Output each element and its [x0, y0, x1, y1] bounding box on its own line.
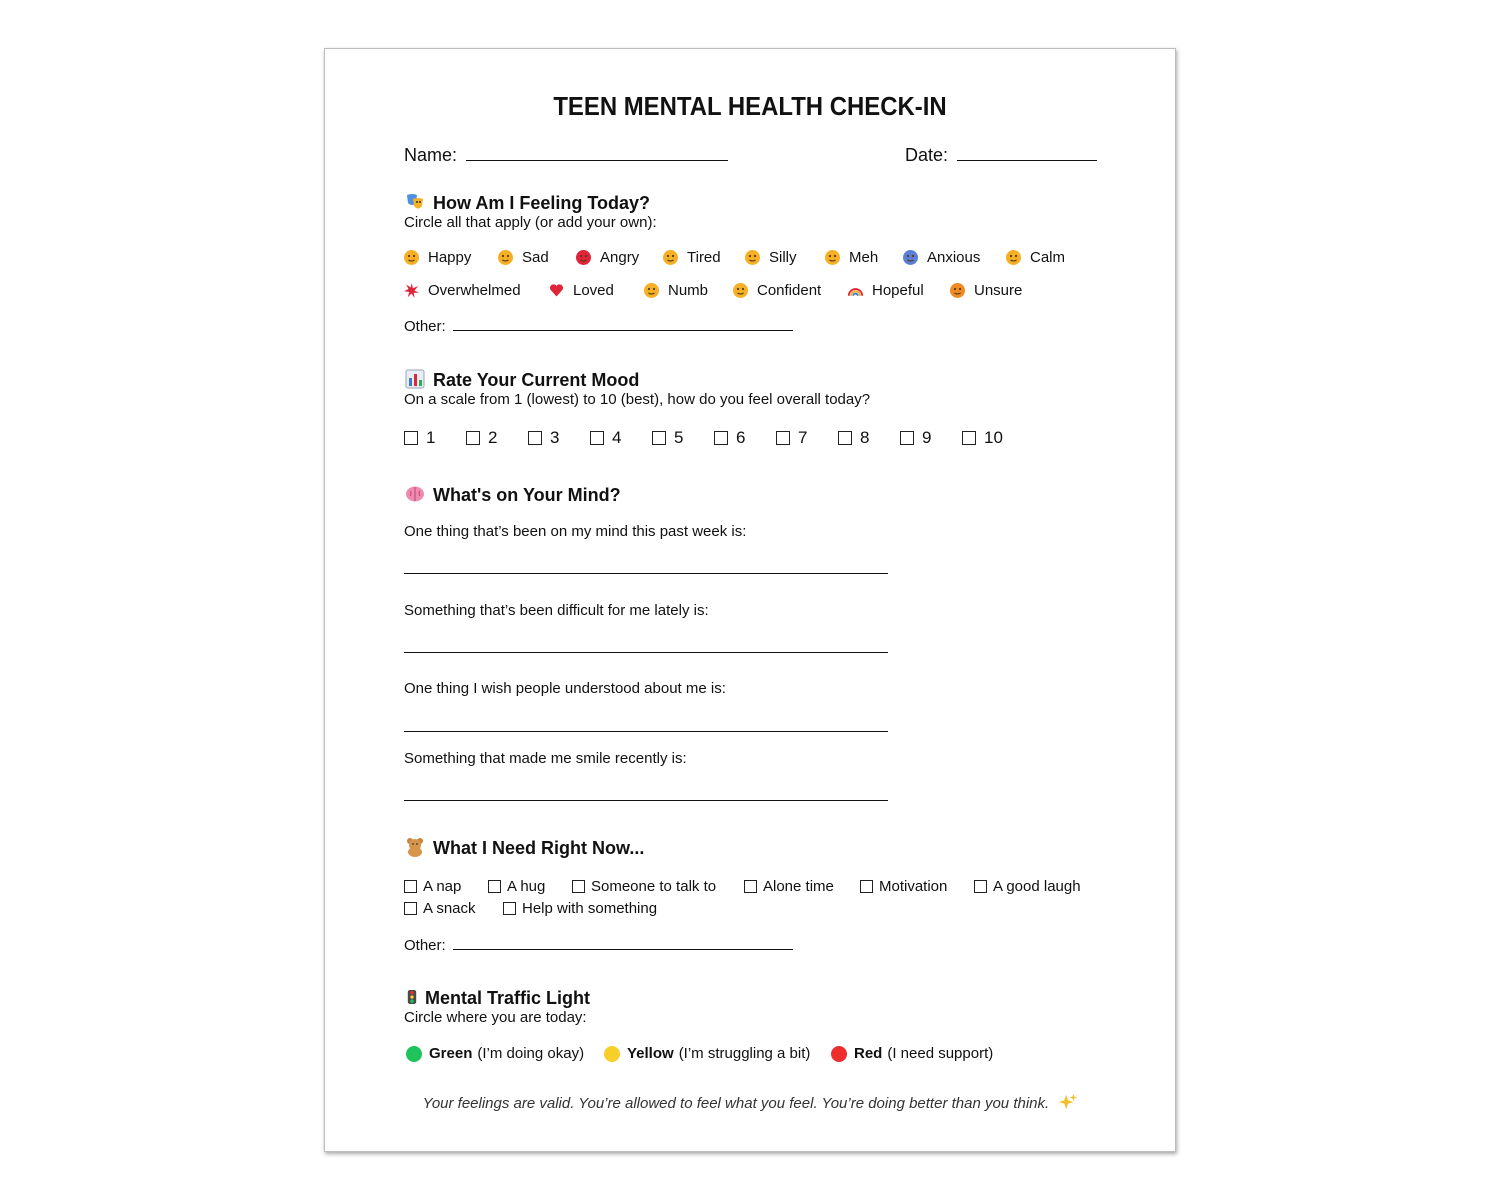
traffic-option-name: Green — [429, 1045, 473, 1062]
masks-icon — [405, 192, 425, 212]
feeling-option-label: Calm — [1030, 249, 1066, 266]
yellow-dot-icon — [604, 1046, 620, 1062]
need-option-label: A good laugh — [993, 878, 1081, 895]
anxious-face-icon — [903, 250, 918, 265]
feeling-option-label: Loved — [573, 282, 614, 299]
worksheet-page — [324, 48, 1176, 1152]
traffic-option-green[interactable] — [406, 1045, 584, 1062]
checkbox[interactable] — [466, 431, 480, 445]
need-option[interactable] — [572, 878, 716, 895]
checkbox[interactable] — [652, 431, 666, 445]
date-field — [905, 142, 1097, 166]
checkbox[interactable] — [528, 431, 542, 445]
need-option[interactable] — [744, 878, 834, 895]
feeling-option-label: Overwhelmed — [428, 282, 521, 299]
feeling-other-blank[interactable] — [453, 316, 793, 331]
need-option[interactable] — [404, 878, 461, 895]
angry-face-icon — [576, 250, 591, 265]
feeling-option-label: Silly — [769, 249, 797, 266]
mood-rating-option[interactable] — [714, 428, 745, 448]
feeling-section-title — [405, 192, 650, 214]
mood-rating-value: 6 — [736, 428, 746, 447]
checkbox[interactable] — [572, 880, 585, 893]
collision-icon — [404, 283, 419, 298]
brain-icon — [405, 484, 425, 504]
tired-face-icon — [663, 250, 678, 265]
feeling-option-label: Hopeful — [872, 282, 924, 299]
mood-rating-value: 3 — [550, 428, 560, 447]
need-option[interactable] — [488, 878, 545, 895]
checkbox[interactable] — [744, 880, 757, 893]
mood-rating-option[interactable] — [590, 428, 621, 448]
silly-face-icon — [745, 250, 760, 265]
traffic-option-yellow[interactable] — [604, 1045, 810, 1062]
traffic-option-name: Yellow — [627, 1045, 674, 1062]
need-option-label: A hug — [507, 878, 546, 895]
needs-other-blank[interactable] — [453, 935, 793, 950]
mood-section-title — [405, 369, 639, 391]
need-option-label: A snack — [423, 900, 476, 917]
feeling-subtitle: Circle all that apply (or add your own): — [404, 214, 657, 231]
feeling-option[interactable] — [950, 282, 1022, 299]
checkbox[interactable] — [714, 431, 728, 445]
name-field — [404, 142, 728, 166]
checkbox[interactable] — [838, 431, 852, 445]
need-option[interactable] — [404, 900, 476, 917]
feeling-option-label: Meh — [849, 249, 879, 266]
sunglasses-face-icon — [733, 283, 748, 298]
date-blank[interactable] — [957, 142, 1097, 161]
traffic-option-name: Red — [854, 1045, 883, 1062]
checkbox[interactable] — [776, 431, 790, 445]
feeling-option[interactable] — [576, 249, 639, 266]
feeling-option-label: Unsure — [974, 282, 1023, 299]
mood-rating-value: 10 — [984, 428, 1003, 447]
need-option-label: A nap — [423, 878, 462, 895]
mood-rating-option[interactable] — [652, 428, 683, 448]
checkbox[interactable] — [503, 902, 516, 915]
mind-answer-line[interactable] — [404, 573, 888, 574]
feeling-option-label: Numb — [668, 282, 709, 299]
checkbox[interactable] — [590, 431, 604, 445]
need-option[interactable] — [503, 900, 657, 917]
mood-rating-value: 1 — [426, 428, 436, 447]
need-option[interactable] — [974, 878, 1081, 895]
checkbox[interactable] — [900, 431, 914, 445]
feeling-option-label: Happy — [428, 249, 472, 266]
need-option-label: Help with something — [522, 900, 658, 917]
traffic-subtitle: Circle where you are today: — [404, 1009, 587, 1026]
mood-rating-value: 5 — [674, 428, 684, 447]
mood-rating-value: 7 — [798, 428, 808, 447]
mind-prompt: Something that’s been difficult for me lately is: — [404, 602, 709, 619]
feeling-option[interactable] — [404, 282, 521, 299]
sad-face-icon — [498, 250, 513, 265]
needs-title-text: What I Need Right Now... — [433, 838, 645, 858]
mood-rating-option[interactable] — [900, 428, 931, 448]
feeling-option[interactable] — [1006, 249, 1065, 266]
mood-rating-option[interactable] — [466, 428, 497, 448]
checkbox[interactable] — [404, 431, 418, 445]
feeling-option[interactable] — [644, 282, 708, 299]
need-option-label: Motivation — [879, 878, 948, 895]
need-option-label: Alone time — [763, 878, 834, 895]
checkbox[interactable] — [962, 431, 976, 445]
feeling-title-text: How Am I Feeling Today? — [433, 193, 651, 213]
rainbow-icon — [848, 283, 863, 298]
feeling-option-label: Sad — [522, 249, 549, 266]
checkbox[interactable] — [974, 880, 987, 893]
needs-other — [404, 935, 793, 954]
needs-other-label: Other: — [404, 937, 446, 954]
mood-rating-option[interactable] — [962, 428, 1003, 448]
bar-chart-icon — [405, 369, 425, 389]
mood-rating-value: 2 — [488, 428, 498, 447]
mood-rating-value: 8 — [860, 428, 870, 447]
feeling-option-label: Anxious — [927, 249, 981, 266]
mood-rating-option[interactable] — [838, 428, 869, 448]
feeling-other-label: Other: — [404, 318, 446, 335]
teddy-bear-icon — [405, 837, 425, 857]
feeling-option-label: Confident — [757, 282, 822, 299]
calm-face-icon — [1006, 250, 1021, 265]
feeling-option[interactable] — [825, 249, 878, 266]
numb-face-icon — [644, 283, 659, 298]
feeling-other — [404, 316, 793, 335]
mood-rating-value: 9 — [922, 428, 932, 447]
sparkles-icon — [1059, 1093, 1077, 1111]
feeling-option[interactable] — [663, 249, 721, 266]
mind-answer-line[interactable] — [404, 652, 888, 653]
mood-subtitle: On a scale from 1 (lowest) to 10 (best), how do you feel overall today? — [404, 391, 871, 408]
traffic-option-desc: (I’m struggling a bit) — [678, 1045, 811, 1062]
heart-icon — [549, 283, 564, 298]
mind-prompt: Something that made me smile recently is: — [404, 750, 687, 767]
checkbox[interactable] — [860, 880, 873, 893]
checkbox[interactable] — [404, 880, 417, 893]
name-label: Name: — [404, 145, 458, 165]
feeling-option[interactable] — [848, 282, 924, 299]
feeling-option[interactable] — [903, 249, 980, 266]
need-option-label: Someone to talk to — [591, 878, 717, 895]
feeling-option[interactable] — [498, 249, 549, 266]
mind-answer-line[interactable] — [404, 800, 888, 801]
traffic-option-desc: (I’m doing okay) — [477, 1045, 585, 1062]
feeling-option[interactable] — [733, 282, 821, 299]
mood-rating-value: 4 — [612, 428, 622, 447]
mood-rating-option[interactable] — [776, 428, 807, 448]
grinning-face-icon — [404, 250, 419, 265]
traffic-light-icon — [405, 987, 419, 1007]
footer-text: Your feelings are valid. You’re allowed to feel what you feel. You’re doing better than you think. — [422, 1095, 1050, 1112]
traffic-section-title — [405, 987, 590, 1009]
feeling-option[interactable] — [745, 249, 797, 266]
feeling-option[interactable] — [404, 249, 471, 266]
feeling-option[interactable] — [549, 282, 614, 299]
needs-section-title — [405, 837, 644, 859]
traffic-title-text: Mental Traffic Light — [425, 988, 591, 1008]
meh-face-icon — [825, 250, 840, 265]
mind-prompt: One thing I wish people understood about me is: — [404, 680, 726, 697]
red-dot-icon — [831, 1046, 847, 1062]
green-dot-icon — [406, 1046, 422, 1062]
traffic-option-desc: (I need support) — [887, 1045, 994, 1062]
checkbox[interactable] — [488, 880, 501, 893]
mind-section-title — [405, 484, 621, 506]
mind-answer-line[interactable] — [404, 731, 888, 732]
need-option[interactable] — [860, 878, 947, 895]
page-title: TEEN MENTAL HEALTH CHECK-IN — [553, 91, 947, 121]
shrug-icon — [950, 283, 965, 298]
mind-prompt: One thing that’s been on my mind this past week is: — [404, 523, 747, 540]
mood-title-text: Rate Your Current Mood — [433, 370, 640, 390]
mind-title-text: What's on Your Mind? — [433, 485, 621, 505]
traffic-option-red[interactable] — [831, 1045, 993, 1062]
checkbox[interactable] — [404, 902, 417, 915]
footer-message — [325, 1093, 1175, 1112]
mood-rating-option[interactable] — [404, 428, 435, 448]
feeling-option-label: Angry — [600, 249, 640, 266]
name-blank[interactable] — [466, 142, 728, 161]
feeling-option-label: Tired — [687, 249, 721, 266]
mood-rating-option[interactable] — [528, 428, 559, 448]
date-label: Date: — [905, 145, 949, 165]
